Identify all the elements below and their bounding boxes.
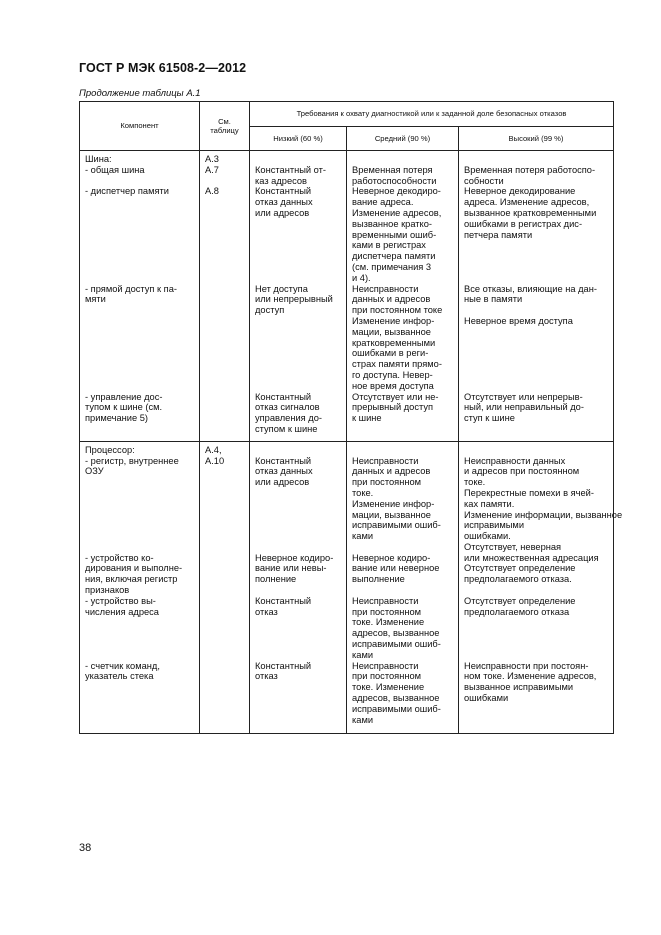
cell-line: Неверное время доступа (464, 315, 573, 326)
cell-line (85, 628, 195, 639)
cell-line (255, 154, 342, 165)
table-row-bus (80, 151, 614, 442)
cell-line: исправимыми ошиб- (352, 520, 441, 531)
bus-low-cell (250, 151, 347, 442)
cell-line (464, 348, 609, 359)
cell-line: ками (352, 531, 374, 542)
cell-line: (см. примечания 3 (352, 261, 432, 272)
cell-line: вызванное исправимыми (464, 682, 574, 693)
cell-line: исправимыми ошиб- (352, 703, 441, 714)
cell-line: Неверное кодиро- (255, 552, 334, 563)
cell-line (255, 327, 342, 338)
cell-line (85, 531, 195, 542)
cell-line (85, 208, 195, 219)
cell-line: отказ данных (255, 466, 313, 477)
cell-line: Отсутствует, неверная (464, 541, 562, 552)
cell-line (464, 381, 609, 392)
cell-line: токе. (464, 477, 486, 488)
cell-line: Неисправности (352, 283, 419, 294)
cell-line: кратковременными (352, 337, 436, 348)
cell-line: Шина: (85, 154, 112, 164)
cell-line: данных и адресов (352, 294, 431, 305)
cell-line: - устройство вы- (85, 595, 156, 606)
cell-line: ками (352, 714, 374, 725)
cell-line: к шине (352, 413, 382, 424)
cell-line: А.3 (205, 154, 219, 164)
cell-line: Отсутствует определение (464, 563, 576, 574)
header-component: Компонент (80, 102, 200, 151)
cell-line: Неисправности (352, 660, 419, 671)
cell-line: адресов, вызванное (352, 628, 440, 639)
cell-line: примечание 5) (85, 413, 149, 424)
cell-line (255, 520, 342, 531)
bus-component-cell (80, 151, 200, 442)
cell-line: Временная потеря (352, 164, 433, 175)
cell-line (85, 359, 195, 370)
cell-line: Неисправности (352, 595, 419, 606)
cell-line (464, 650, 609, 661)
cell-line (85, 262, 195, 273)
cell-line (464, 327, 609, 338)
cell-line: мации, вызванное (352, 509, 431, 520)
cell-line (85, 240, 195, 251)
cell-line: ками (352, 649, 374, 660)
cell-line: Неисправности при постоян- (464, 660, 589, 671)
cpu-medium-cell (347, 441, 459, 733)
cell-line (464, 262, 609, 273)
cell-line: и 4). (352, 272, 371, 283)
cell-line (85, 305, 195, 316)
cell-line (85, 273, 195, 284)
cell-line: вызванное кратковременными (464, 207, 597, 218)
cell-line: при постоянном (352, 606, 422, 617)
cell-line: числения адреса (85, 606, 159, 617)
cell-line: ошибками (464, 693, 509, 704)
cell-line: Отсутствует или не- (352, 391, 439, 402)
cell-line (255, 219, 342, 230)
cell-line (85, 176, 195, 187)
cell-line: при постоянном токе (352, 305, 443, 316)
cell-line: А.8 (205, 186, 219, 197)
cell-line (464, 628, 609, 639)
requirements-table (79, 101, 623, 734)
cell-line: Отсутствует определение (464, 595, 576, 606)
cell-line: токе. (352, 487, 374, 498)
cell-line (85, 381, 195, 392)
cell-line (85, 338, 195, 349)
cell-line: Неверное декодирование (464, 186, 576, 197)
cell-line (464, 445, 609, 456)
cell-line: Неисправности (352, 455, 419, 466)
cell-line: Изменение инфор- (352, 498, 435, 509)
header-row-top (80, 102, 614, 127)
cell-line (352, 542, 454, 553)
cell-line: ступ к шине (464, 413, 515, 424)
cell-line: А.7 (205, 164, 219, 175)
cell-line: указатель стека (85, 671, 154, 682)
cell-line (255, 359, 342, 370)
cell-line (255, 273, 342, 284)
cell-line (255, 370, 342, 381)
cell-line: при постоянном (352, 477, 422, 488)
cell-line (352, 445, 454, 456)
cell-line: Отсутствует или непрерыв- (464, 391, 583, 402)
cell-line: ках памяти. (464, 498, 515, 509)
cell-line (85, 197, 195, 208)
cell-line: ном токе. Изменение адресов, (464, 671, 597, 682)
cell-line (85, 316, 195, 327)
cell-line (85, 327, 195, 338)
cell-line (85, 219, 195, 230)
cell-line (464, 359, 609, 370)
cell-line: Константный (255, 595, 312, 606)
cell-line (255, 585, 342, 596)
cell-line: Неверное декодиро- (352, 186, 441, 197)
cell-line: и адресов при постоянном (464, 466, 580, 477)
table-caption: Продолжение таблицы А.1 (79, 88, 201, 99)
cell-line: или множественная адресация (464, 552, 599, 563)
cell-line (255, 251, 342, 262)
cell-line: собности (464, 175, 504, 186)
cell-line: ошибками. (464, 531, 511, 542)
cell-line (255, 531, 342, 542)
cpu-high-cell (459, 441, 623, 733)
cell-line (255, 639, 342, 650)
cell-line: ОЗУ (85, 466, 104, 477)
cell-line: вание или неверное (352, 563, 440, 574)
cell-line (85, 542, 195, 553)
cell-line: диспетчера памяти (352, 251, 436, 262)
cell-line: исправимыми (464, 520, 525, 531)
cell-line: Неисправности данных (464, 455, 566, 466)
cell-line: страх памяти прямо- (352, 359, 442, 370)
cell-line (85, 488, 195, 499)
cell-line: предполагаемого отказа (464, 606, 570, 617)
cell-line: токе. Изменение (352, 617, 425, 628)
cell-line (85, 348, 195, 359)
cell-line (255, 650, 342, 661)
cell-line: тупом к шине (см. (85, 402, 163, 413)
header-see-line1: См. (218, 116, 231, 126)
bus-high-cell (459, 151, 614, 442)
cell-line: признаков (85, 585, 130, 596)
cell-line: ное время доступа (352, 380, 434, 391)
cell-line: Все отказы, влияющие на дан- (464, 283, 597, 294)
cell-line: отказ сигналов (255, 402, 320, 413)
cell-line: Константный (255, 455, 312, 466)
cell-line: ния, включая регистр (85, 574, 178, 585)
cell-line: ками в регистрах (352, 240, 426, 251)
page-number: 38 (79, 842, 92, 854)
cell-line (464, 585, 609, 596)
cell-line (255, 488, 342, 499)
cell-line: ошибками в реги- (352, 348, 429, 359)
cell-line (255, 230, 342, 241)
cell-line (85, 499, 195, 510)
cell-line (464, 273, 609, 284)
cell-line (352, 585, 454, 596)
cell-line (85, 230, 195, 241)
cell-line: вание или невы- (255, 563, 327, 574)
cell-line (255, 262, 342, 273)
cell-line: вызванное кратко- (352, 218, 432, 229)
cell-line (85, 617, 195, 628)
cell-line: дирования и выполне- (85, 563, 183, 574)
cell-line (255, 510, 342, 521)
cpu-component-cell (80, 441, 200, 733)
cpu-low-cell (250, 441, 347, 733)
cell-line (255, 499, 342, 510)
cell-line (255, 381, 342, 392)
cell-line: отказ данных (255, 197, 313, 208)
cell-line (85, 639, 195, 650)
cell-line (255, 316, 342, 327)
cell-line: петчера памяти (464, 229, 533, 240)
cell-line (255, 542, 342, 553)
cell-line: Перекрестные помехи в ячей- (464, 487, 594, 498)
header-requirements: Требования к охвату диагностикой или к заданной доле безопасных отказов (250, 102, 614, 127)
cell-line: доступ (255, 305, 285, 316)
cell-line (464, 370, 609, 381)
cell-line (255, 240, 342, 251)
cell-line (85, 251, 195, 262)
cell-line: ный, или неправильный до- (464, 402, 584, 413)
cell-line: адреса. Изменение адресов, (464, 197, 590, 208)
bus-medium-cell (347, 151, 459, 442)
cell-line (85, 520, 195, 531)
cell-line (464, 639, 609, 650)
header-low: Низкий (60 %) (250, 127, 347, 151)
cell-line: работоспособности (352, 175, 437, 186)
cell-line: вание адреса. (352, 197, 414, 208)
cell-line (85, 477, 195, 488)
header-medium: Средний (90 %) (347, 127, 459, 151)
cell-line: А.10 (205, 455, 225, 466)
cell-line (85, 370, 195, 381)
cell-line: каз адресов (255, 175, 307, 186)
cell-line (464, 305, 609, 316)
cell-line: или адресов (255, 477, 310, 488)
cell-line: отказ (255, 671, 278, 682)
cell-line: - диспетчер памяти (85, 186, 169, 197)
cell-line: адресов, вызванное (352, 693, 440, 704)
cell-line (85, 650, 195, 661)
cell-line (352, 154, 454, 165)
cell-line: - управление дос- (85, 391, 163, 402)
cell-line (255, 445, 342, 456)
table-row-cpu (80, 441, 614, 733)
cell-line: Константный (255, 660, 312, 671)
cell-line: мации, вызванное (352, 326, 431, 337)
header-high: Высокий (99 %) (459, 127, 614, 151)
header-see-table (200, 102, 250, 151)
cell-line: Изменение адресов, (352, 207, 442, 218)
cell-line: предполагаемого отказа. (464, 574, 572, 585)
cell-line (464, 154, 609, 165)
cell-line (464, 251, 609, 262)
cell-line: Неверное кодиро- (352, 552, 431, 563)
cell-line: - прямой доступ к па- (85, 283, 177, 294)
cell-line (464, 338, 609, 349)
cell-line: Константный (255, 186, 312, 197)
cell-line: А.4, (205, 444, 222, 455)
cell-line (464, 617, 609, 628)
cell-line: - регистр, внутреннее (85, 455, 179, 466)
cell-line: Изменение инфор- (352, 315, 435, 326)
cell-line (85, 510, 195, 521)
cell-line (255, 617, 342, 628)
cell-line: или непрерывный (255, 294, 333, 305)
cell-line: полнение (255, 574, 297, 585)
cell-line: ошибками в регистрах дис- (464, 218, 583, 229)
cell-line (205, 176, 245, 187)
cell-line (255, 348, 342, 359)
cell-line: - общая шина (85, 164, 145, 175)
cell-line (255, 628, 342, 639)
cell-line: Процессор: (85, 444, 135, 455)
bus-see-cell (200, 151, 250, 442)
cell-line: выполнение (352, 574, 405, 585)
cell-line: го доступа. Невер- (352, 369, 433, 380)
cell-line: мяти (85, 294, 106, 305)
cell-line: Нет доступа (255, 283, 308, 294)
cell-line: при постоянном (352, 671, 422, 682)
cell-line: прерывный доступ (352, 402, 434, 413)
document-title: ГОСТ Р МЭК 61508-2—2012 (79, 61, 247, 75)
cell-line: Константный от- (255, 164, 326, 175)
cell-line: токе. Изменение (352, 682, 425, 693)
header-see-line2: таблицу (210, 126, 239, 135)
cell-line: или адресов (255, 207, 310, 218)
cell-line: управления до- (255, 413, 322, 424)
cell-line: временными ошиб- (352, 229, 437, 240)
cell-line: отказ (255, 606, 278, 617)
cell-line: Изменение информации, вызванное (464, 509, 623, 520)
cell-line: ные в памяти (464, 294, 523, 305)
cell-line (464, 240, 609, 251)
cell-line: Константный (255, 391, 312, 402)
cell-line: ступом к шине (255, 423, 318, 434)
cpu-see-cell (200, 441, 250, 733)
cell-line: Временная потеря работоспо- (464, 164, 596, 175)
cell-line: - счетчик команд, (85, 660, 160, 671)
cell-line: - устройство ко- (85, 552, 154, 563)
cell-line (255, 338, 342, 349)
cell-line: данных и адресов (352, 466, 431, 477)
cell-line: исправимыми ошиб- (352, 639, 441, 650)
